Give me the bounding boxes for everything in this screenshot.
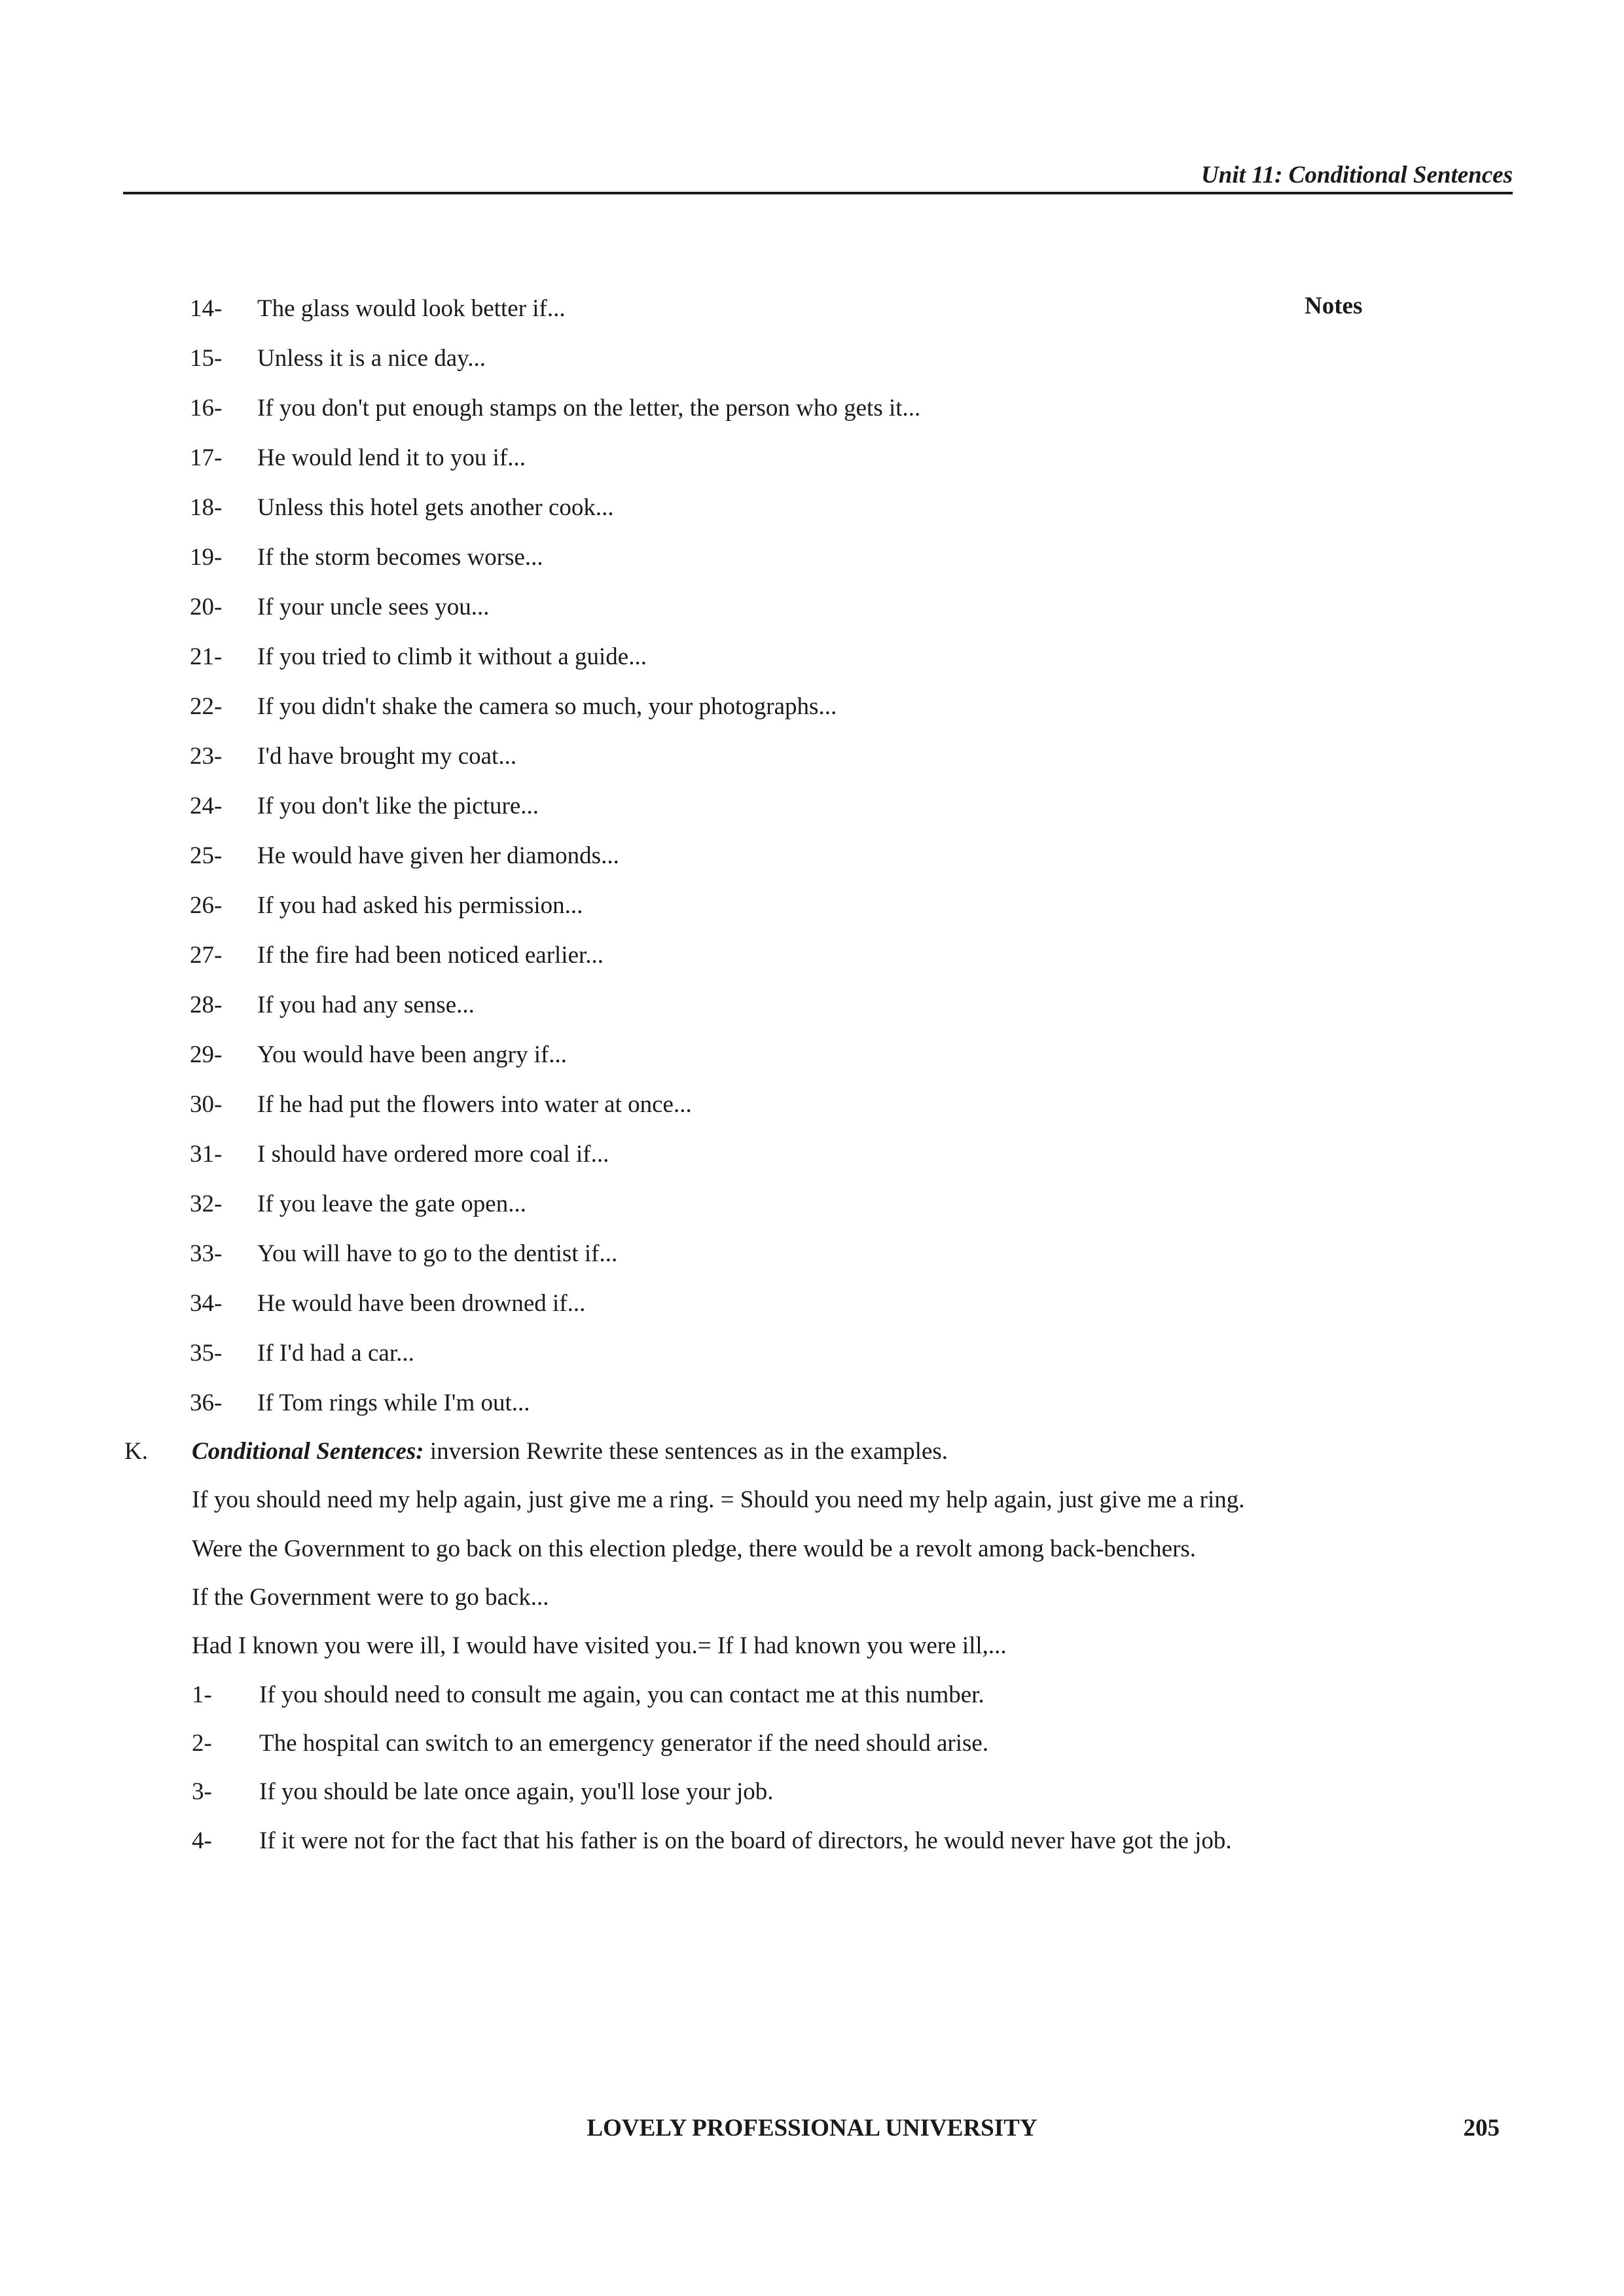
rewrite-text: The hospital can switch to an emergency generator if the need should arise. xyxy=(259,1729,989,1757)
page-number: 205 xyxy=(1463,2115,1500,2142)
exercise-text: If you didn't shake the camera so much, your photographs... xyxy=(257,693,837,720)
exercise-number: 20- xyxy=(190,594,223,620)
exercise-list xyxy=(190,293,1211,1437)
exercise-text: He would lend it to you if... xyxy=(257,444,526,471)
notes-label: Notes xyxy=(1305,293,1363,319)
exercise-text: If I'd had a car... xyxy=(257,1340,414,1367)
exercise-item xyxy=(190,1139,1211,1189)
exercise-number: 36- xyxy=(190,1390,223,1416)
exercise-item xyxy=(190,1388,1211,1437)
exercise-number: 18- xyxy=(190,494,223,521)
exercise-item xyxy=(190,1089,1211,1139)
exercise-text: The glass would look better if... xyxy=(257,295,566,322)
exercise-number: 28- xyxy=(190,992,223,1018)
exercise-item xyxy=(190,343,1211,393)
exercise-number: 31- xyxy=(190,1141,223,1168)
example-paragraph: If the Government were to go back... xyxy=(192,1583,549,1611)
exercise-item xyxy=(190,592,1211,641)
example-paragraph: Were the Government to go back on this election pledge, there would be a revolt among back-benchers. xyxy=(192,1535,1197,1562)
exercise-text: Unless it is a nice day... xyxy=(257,345,486,372)
exercise-item xyxy=(190,542,1211,592)
exercise-text: If the fire had been noticed earlier... xyxy=(257,942,604,969)
exercise-number: 19- xyxy=(190,544,223,571)
exercise-item xyxy=(190,1288,1211,1338)
rewrite-number: 4- xyxy=(192,1827,212,1854)
exercise-text: If your uncle sees you... xyxy=(257,594,490,620)
exercise-text: If Tom rings while I'm out... xyxy=(257,1390,530,1416)
section-letter: K. xyxy=(124,1438,148,1465)
exercise-text: He would have given her diamonds... xyxy=(257,842,619,869)
header-rule xyxy=(123,192,1513,194)
exercise-number: 25- xyxy=(190,842,223,869)
footer-university: LOVELY PROFESSIONAL UNIVERSITY xyxy=(586,2115,1038,2142)
exercise-text: If the storm becomes worse... xyxy=(257,544,543,571)
exercise-number: 21- xyxy=(190,643,223,670)
exercise-number: 27- xyxy=(190,942,223,969)
exercise-number: 16- xyxy=(190,395,223,422)
rewrite-number: 3- xyxy=(192,1778,212,1806)
exercise-text: If you had asked his permission... xyxy=(257,892,583,919)
rewrite-number: 2- xyxy=(192,1729,212,1757)
section-k-heading xyxy=(124,1435,1250,1468)
exercise-text: If you tried to climb it without a guide... xyxy=(257,643,647,670)
exercise-item xyxy=(190,1039,1211,1089)
exercise-number: 32- xyxy=(190,1191,223,1217)
exercise-item xyxy=(190,940,1211,990)
exercise-item xyxy=(190,293,1211,343)
exercise-text: Unless this hotel gets another cook... xyxy=(257,494,614,521)
exercise-item xyxy=(190,1238,1211,1288)
section-instruction: inversion Rewrite these sentences as in the examples. xyxy=(424,1438,948,1465)
exercise-number: 15- xyxy=(190,345,223,372)
exercise-item xyxy=(190,492,1211,542)
exercise-text: If you don't like the picture... xyxy=(257,793,539,819)
exercise-text: If he had put the flowers into water at once... xyxy=(257,1091,692,1118)
exercise-number: 35- xyxy=(190,1340,223,1367)
exercise-item xyxy=(190,990,1211,1039)
section-title: Conditional Sentences: xyxy=(192,1438,424,1465)
running-header: Unit 11: Conditional Sentences xyxy=(1201,162,1513,188)
exercise-text: You would have been angry if... xyxy=(257,1041,568,1068)
rewrite-item xyxy=(192,1825,1305,1857)
exercise-number: 24- xyxy=(190,793,223,819)
exercise-item xyxy=(190,393,1211,442)
rewrite-item xyxy=(192,1727,1305,1760)
example-paragraph: Had I known you were ill, I would have visited you.= If I had known you were ill,... xyxy=(192,1632,1007,1660)
exercise-number: 17- xyxy=(190,444,223,471)
exercise-number: 23- xyxy=(190,743,223,770)
exercise-item xyxy=(190,641,1211,691)
exercise-number: 26- xyxy=(190,892,223,919)
example-paragraph: If you should need my help again, just give me a ring. = Should you need my help again, just give me a ring. xyxy=(192,1486,1245,1514)
exercise-item xyxy=(190,1338,1211,1388)
rewrite-text: If you should be late once again, you'll lose your job. xyxy=(259,1778,774,1806)
exercise-item xyxy=(190,741,1211,791)
exercise-number: 14- xyxy=(190,295,223,322)
exercise-item xyxy=(190,791,1211,840)
exercise-number: 22- xyxy=(190,693,223,720)
exercise-item xyxy=(190,442,1211,492)
exercise-item xyxy=(190,691,1211,741)
exercise-text: He would have been drowned if... xyxy=(257,1290,586,1317)
example-paragraphs xyxy=(124,1484,1250,1662)
exercise-number: 30- xyxy=(190,1091,223,1118)
exercise-text: I'd have brought my coat... xyxy=(257,743,517,770)
exercise-text: If you don't put enough stamps on the letter, the person who gets it... xyxy=(257,395,921,422)
exercise-number: 29- xyxy=(190,1041,223,1068)
exercise-text: If you had any sense... xyxy=(257,992,475,1018)
rewrite-list xyxy=(192,1679,1305,1857)
rewrite-text: If it were not for the fact that his father is on the board of directors, he would never have got the job. xyxy=(259,1827,1232,1854)
exercise-item xyxy=(190,840,1211,890)
exercise-item xyxy=(190,1189,1211,1238)
exercise-number: 34- xyxy=(190,1290,223,1317)
exercise-item xyxy=(190,890,1211,940)
rewrite-text: If you should need to consult me again, you can contact me at this number. xyxy=(259,1681,984,1708)
rewrite-number: 1- xyxy=(192,1681,212,1708)
exercise-text: You will have to go to the dentist if... xyxy=(257,1240,618,1267)
exercise-text: If you leave the gate open... xyxy=(257,1191,526,1217)
rewrite-item xyxy=(192,1679,1305,1712)
section-k xyxy=(124,1435,1250,1873)
rewrite-item xyxy=(192,1776,1305,1808)
exercise-text: I should have ordered more coal if... xyxy=(257,1141,609,1168)
exercise-number: 33- xyxy=(190,1240,223,1267)
